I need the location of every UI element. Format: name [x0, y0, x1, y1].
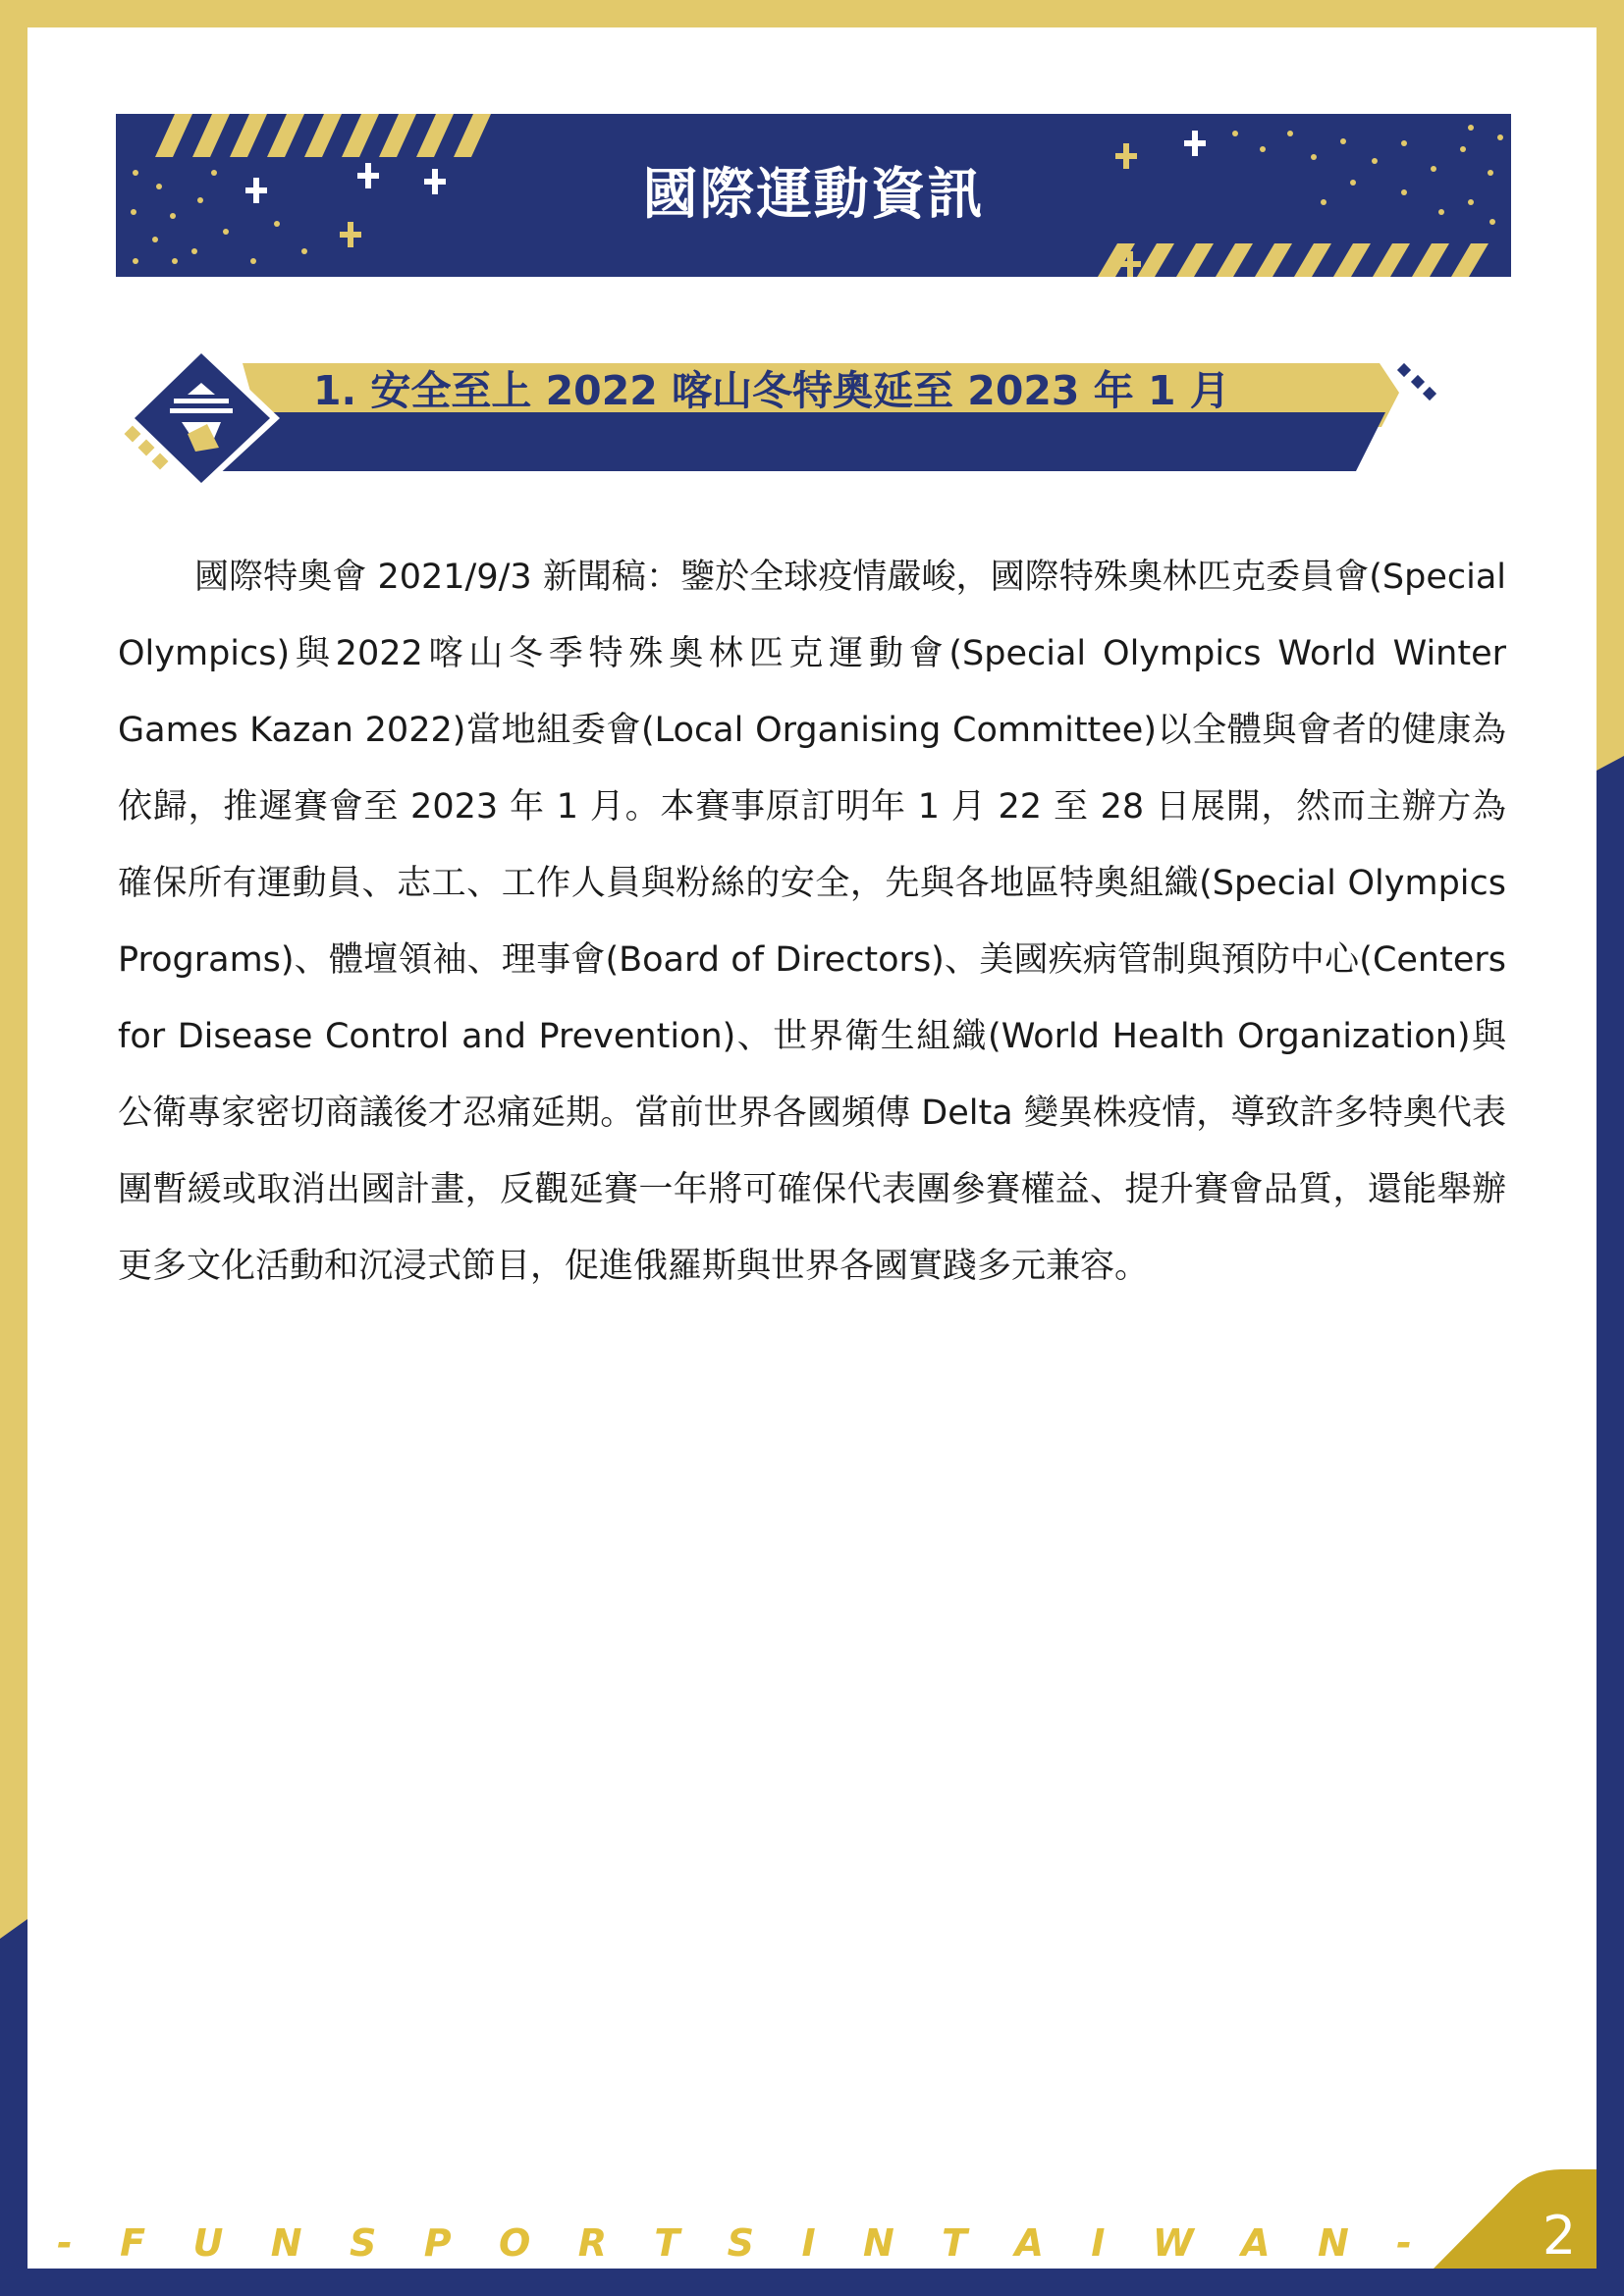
tagline-letter: F	[120, 2221, 146, 2265]
tagline-letter: I	[1091, 2221, 1106, 2265]
tagline-letter: -	[57, 2221, 73, 2265]
ribbon-dots-right	[1397, 363, 1436, 400]
footer-tagline	[57, 2214, 1412, 2272]
tagline-letter: T	[942, 2221, 968, 2265]
tagline-letter: R	[577, 2221, 607, 2265]
section-title: 1. 安全至上 2022 喀山冬特奧延至 2023 年 1 月	[313, 367, 1230, 414]
tagline-letter: P	[423, 2221, 452, 2265]
tagline-letter: A	[1014, 2221, 1044, 2265]
page-number: 2	[1542, 2205, 1577, 2267]
tagline-letter: N	[862, 2221, 894, 2265]
tagline-letter: S	[727, 2221, 755, 2265]
tagline-letter: T	[654, 2221, 680, 2265]
article-body: 國際特奧會 2021/9/3 新聞稿：鑒於全球疫情嚴峻，國際特殊奧林匹克委員會(Special Olympics)與2022喀山冬季特殊奧林匹克運動會(Special Olympics World Winter Games Kazan 2022)當地組委會(Local Organising Committee)以全體與會者的健康為依歸，推遲賽會至 2023 年 1 月。本賽事原訂明年 1 月 22 至 28 日展開，然而主辦方為確保所有運動員、志工、工作人員與粉絲的安全，先與各地區特奧組織(Special Olympics Programs)、體壇領袖、理事會(Board of Directors)、美國疾病管制與預防中心(Centers for Disease Control and Prevention)、世界衛生組織(World Health Organization)與公衛專家密切商議後才忍痛延期。當前世界各國頻傳 Delta 變異株疫情，導致許多特奧代表團暫緩或取消出國計畫，反觀延賽一年將可確保代表團參賽權益、提升賽會品質，還能舉辦更多文化活動和沉浸式節目，促進俄羅斯與世界各國實踐多元兼容。	[118, 558, 1506, 1286]
top-banner	[116, 114, 1511, 277]
tagline-letter: A	[1241, 2221, 1271, 2265]
tagline-letter: U	[192, 2221, 224, 2265]
tagline-letter: N	[1317, 2221, 1349, 2265]
tagline-letter: N	[270, 2221, 302, 2265]
tagline-letter: I	[801, 2221, 816, 2265]
tagline-letter: -	[1396, 2221, 1412, 2265]
section-header	[113, 344, 1438, 493]
tagline-letter: S	[349, 2221, 377, 2265]
banner-title: 國際運動資訊	[642, 163, 985, 227]
tagline-letter: W	[1152, 2221, 1194, 2265]
tagline-letter: O	[499, 2221, 531, 2265]
